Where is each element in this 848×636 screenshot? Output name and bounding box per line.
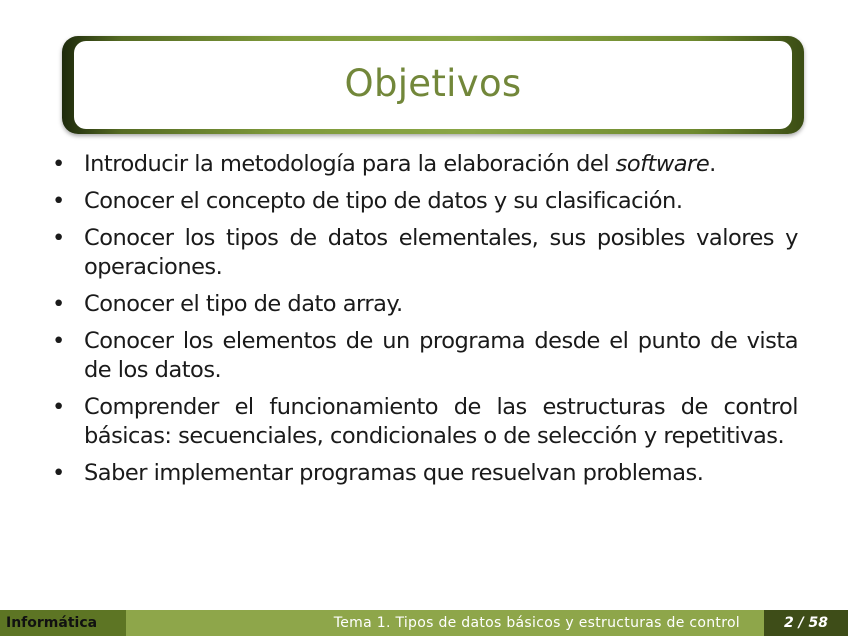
bullet-icon: • — [52, 225, 65, 251]
footer-bar — [0, 610, 848, 636]
list-item — [50, 290, 798, 319]
title-box — [74, 41, 792, 129]
list-item — [50, 459, 798, 488]
bullet-icon: • — [52, 394, 65, 420]
bullet-text: Conocer los elementos de un programa desde el punto de vista de los datos. — [84, 328, 798, 383]
bullet-text: Saber implementar programas que resuelvan problemas. — [84, 460, 704, 486]
bullet-icon: • — [52, 460, 65, 486]
list-item — [50, 327, 798, 385]
footer-course: Informática — [0, 610, 126, 636]
footer-topic: Tema 1. Tipos de datos básicos y estructuras de control — [126, 610, 764, 636]
objectives-list — [50, 150, 798, 496]
bullet-text: Comprender el funcionamiento de las estructuras de control básicas: secuenciales, condicionales o de selección y repetitivas. — [84, 394, 798, 449]
bullet-text: Conocer el concepto de tipo de datos y su clasificación. — [84, 188, 683, 214]
bullet-icon: • — [52, 151, 65, 177]
bullet-icon: • — [52, 328, 65, 354]
bullet-text: Introducir la metodología para la elaboración del — [84, 151, 609, 177]
slide-title: Objetivos — [344, 61, 522, 105]
bullet-icon: • — [52, 291, 65, 317]
bullet-icon: • — [52, 188, 65, 214]
list-item — [50, 150, 798, 179]
bullet-text: Conocer los tipos de datos elementales, sus posibles valores y operaciones. — [84, 225, 798, 280]
list-item — [50, 187, 798, 216]
bullet-emphasis: software — [615, 151, 710, 177]
list-item — [50, 393, 798, 451]
bullet-suffix: . — [709, 151, 716, 177]
page-number: 2 / 58 — [764, 610, 848, 636]
title-frame — [62, 36, 804, 134]
list-item — [50, 224, 798, 282]
bullet-text: Conocer el tipo de dato array. — [84, 291, 403, 317]
